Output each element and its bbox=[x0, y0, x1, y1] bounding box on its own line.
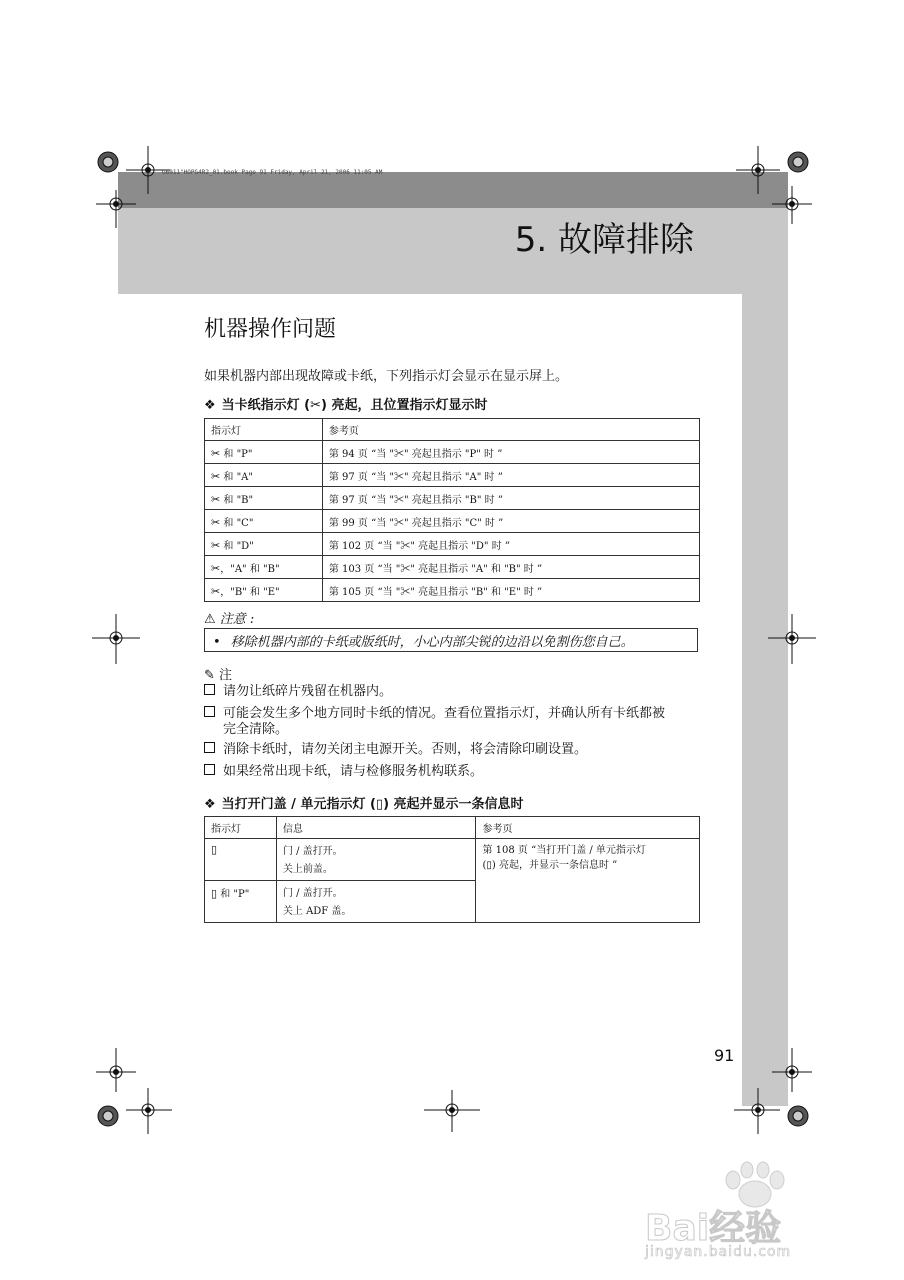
reference-text: 第 108 页 “当打开门盖 / 单元指示灯 bbox=[482, 845, 646, 856]
table-row: ✂ 和 "A" 第 97 页 “当 "✂" 亮起且指示 "A" 时 ” bbox=[205, 464, 700, 487]
open-cover-icon: ▯ bbox=[211, 843, 218, 856]
diamond-bullet-icon: ❖ bbox=[204, 398, 216, 413]
column-header: 指示灯 bbox=[205, 419, 323, 441]
caution-heading: ⚠ 注意 : bbox=[204, 612, 255, 627]
cover-indicator-table bbox=[204, 816, 700, 923]
note-item: 消除卡纸时，请勿关闭主电源开关。否则，将会清除印刷设置。 bbox=[204, 742, 704, 758]
table-row: ✂ 和 "D" 第 102 页 “当 "✂" 亮起且指示 "D" 时 ” bbox=[205, 533, 700, 556]
intro-paragraph: 如果机器内部出现故障或卡纸，下列指示灯会显示在显示屏上。 bbox=[204, 369, 569, 384]
table-row: ✂ 和 "B" 第 97 页 “当 "✂" 亮起且指示 "B" 时 ” bbox=[205, 487, 700, 510]
table-header-row bbox=[205, 817, 700, 839]
table-row: ✂，"A" 和 "B" 第 103 页 “当 "✂" 亮起且指示 "A" 和 "B" 时 ” bbox=[205, 556, 700, 579]
checkbox-bullet-icon bbox=[204, 706, 215, 717]
jam-section-heading: ❖ 当卡纸指示灯 (✂) 亮起，且位置指示灯显示时 bbox=[204, 398, 488, 413]
jam-icon: ✂ bbox=[211, 561, 221, 575]
checkbox-bullet-icon bbox=[204, 742, 215, 753]
jam-icon: ✂ bbox=[211, 538, 221, 552]
table-row: ✂，"B" 和 "E" 第 105 页 “当 "✂" 亮起且指示 "B" 和 "E" 时 ” bbox=[205, 579, 700, 602]
pencil-icon: ✎ bbox=[204, 668, 215, 683]
jam-indicator-table bbox=[204, 418, 700, 602]
section-title: 机器操作问题 bbox=[204, 317, 337, 342]
checkbox-bullet-icon bbox=[204, 764, 215, 775]
jam-icon: ✂ bbox=[211, 584, 221, 598]
baidu-watermark bbox=[645, 1160, 865, 1260]
jam-icon: ✂ bbox=[211, 515, 221, 529]
column-header: 参考页 bbox=[476, 817, 700, 839]
page-number: 91 bbox=[714, 1046, 735, 1065]
column-header: 信息 bbox=[276, 817, 476, 839]
note-heading: ✎ 注 bbox=[204, 668, 233, 683]
jam-icon: ✂ bbox=[211, 492, 221, 506]
column-header: 指示灯 bbox=[205, 817, 277, 839]
checkbox-bullet-icon bbox=[204, 684, 215, 695]
table-row: ✂ 和 "C" 第 99 页 “当 "✂" 亮起且指示 "C" 时 ” bbox=[205, 510, 700, 533]
diamond-bullet-icon: ❖ bbox=[204, 797, 216, 812]
jam-icon: ✂ bbox=[211, 469, 221, 483]
table-header-row bbox=[205, 419, 700, 441]
chapter-band-dark bbox=[118, 172, 788, 208]
caution-box: • 移除机器内部的卡纸或版纸时，小心内部尖锐的边沿以免割伤您自己。 bbox=[204, 628, 698, 652]
table-row: ✂ 和 "P" 第 94 页 “当 "✂" 亮起且指示 "P" 时 ” bbox=[205, 441, 700, 464]
bullet-icon: • bbox=[213, 635, 221, 650]
chapter-title: 5. 故障排除 bbox=[514, 220, 694, 260]
watermark-text: Bai经验 bbox=[645, 1208, 782, 1249]
file-slug: G6011"HOPG4R2_01.book Page 91 Friday, April 21, 2006 11:05 AM bbox=[162, 169, 383, 176]
note-item: 如果经常出现卡纸，请与检修服务机构联系。 bbox=[204, 764, 704, 780]
column-header: 参考页 bbox=[322, 419, 699, 441]
cover-section-heading: ❖ 当打开门盖 / 单元指示灯 (▯) 亮起并显示一条信息时 bbox=[204, 797, 524, 812]
watermark-url: jingyan.baidu.com bbox=[645, 1244, 792, 1260]
page-side-band bbox=[742, 294, 788, 1106]
note-item: 可能会发生多个地方同时卡纸的情况。查看位置指示灯，并确认所有卡纸都被 完全清除。 bbox=[204, 706, 704, 738]
open-cover-icon: ▯ bbox=[211, 887, 218, 900]
warning-triangle-icon: ⚠ bbox=[204, 612, 216, 627]
note-item: 请勿让纸碎片残留在机器内。 bbox=[204, 684, 704, 700]
table-row: ▯ 和 "P" 门 / 盖打开。 关上 ADF 盖。 bbox=[205, 881, 700, 923]
jam-icon: ✂ bbox=[211, 446, 221, 460]
table-row: ▯ 门 / 盖打开。 关上前盖。 第 108 页 “当打开门盖 / 单元指示灯 (▯) 亮起，并显示一条信息时 ” bbox=[205, 839, 700, 881]
